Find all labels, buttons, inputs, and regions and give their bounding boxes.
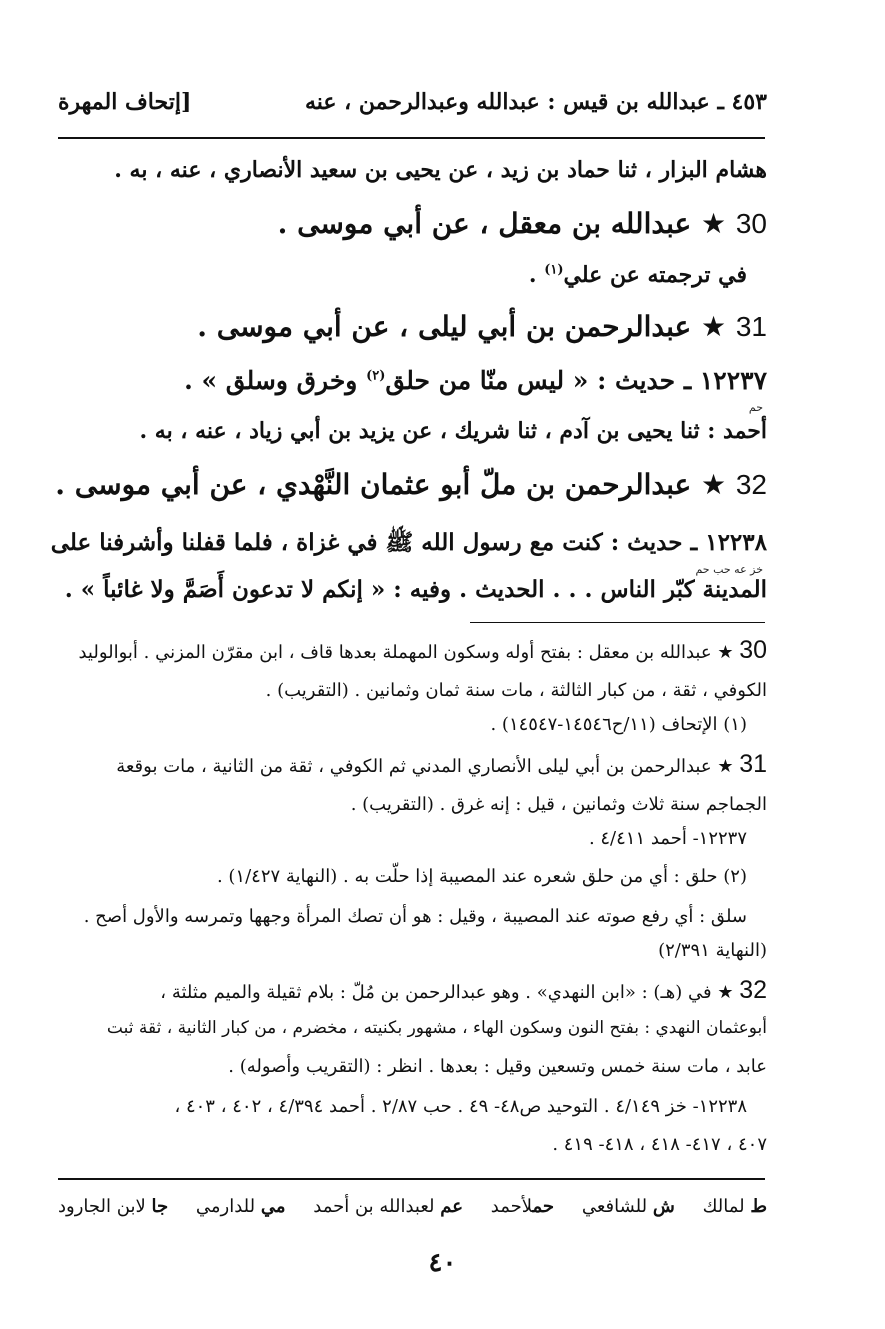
legend-key: عم [440, 1196, 463, 1217]
legend-value: لمالك [702, 1196, 745, 1217]
note-number: 31 [739, 750, 767, 778]
note-line-7: (٢) حلق : أي من حلق شعره عند المصيبة إذا حلّت به . (النهاية ١/٤٢٧) . [216, 866, 747, 887]
legend-key: جا [151, 1196, 169, 1217]
footnote-rule [470, 622, 765, 623]
note-30 [55, 636, 767, 665]
star-icon: ★ [717, 642, 734, 663]
note-line-14: ٤٠٧ ، ٤١٧- ٤١٨ ، ٤١٨- ٤١٩ . [552, 1134, 767, 1155]
entry-title: عبدالله بن معقل ، عن أبي موسى . [277, 207, 692, 240]
note-32 [55, 976, 767, 1005]
entry-number: 31 [735, 311, 767, 342]
legend-value: لابن الجارود [58, 1196, 146, 1217]
star-icon: ★ [700, 468, 727, 501]
running-header [58, 82, 767, 122]
note-text: عبدالرحمن بن أبي ليلى الأنصاري المدني ثم الكوفي ، ثقة من الثانية ، مات بوقعة [116, 756, 712, 777]
legend-item [582, 1196, 675, 1217]
legend-value: لأحمد [490, 1196, 533, 1217]
note-text: عبدالله بن معقل : بفتح أوله وسكون المهملة بعدها قاف ، ابن مقرّن المزني . أبوالوليد [78, 642, 712, 663]
note-number: 30 [739, 636, 767, 664]
header-rule [58, 137, 765, 139]
legend-key: ش [652, 1196, 675, 1217]
text-line-3 [55, 262, 747, 288]
entry-32 [55, 468, 767, 501]
entry-30 [55, 207, 767, 240]
text-span: وخرق وسلق » . [184, 366, 367, 395]
entry-number: 32 [735, 469, 767, 500]
legend-item [58, 1196, 168, 1217]
note-line-11: أبوعثمان النهدي : بفتح النون وسكون الهاء ، مشهور بكنيته ، مخضرم ، من كبار الثانية ، ثقة ثبت [106, 1018, 767, 1038]
note-line-8: سلق : أي رفع صوته عند المصيبة ، وقيل : هو أن تصك المرأة وجهها وتمرسه والأول أصح . [83, 906, 747, 927]
legend-item [703, 1196, 767, 1217]
legend-value: لعبدالله بن أحمد [313, 1196, 435, 1217]
note-31 [55, 750, 767, 779]
header-title: ٤٥٣ ـ عبدالله بن قيس : عبدالله وعبدالرحمن ، عنه [304, 89, 767, 115]
note-line-6: ١٢٢٣٧- أحمد ٤/٤١١ . [588, 828, 747, 849]
note-number: 32 [739, 976, 767, 1004]
legend-item [313, 1196, 463, 1217]
legend-key: ط [750, 1196, 767, 1217]
text-line-1: هشام البزار ، ثنا حماد بن زيد ، عن يحيى بن سعيد الأنصاري ، عنه ، به . [114, 157, 767, 183]
text-span: في ترجمته عن علي [563, 262, 747, 288]
note-line-2: الكوفي ، ثقة ، من كبار الثالثة ، مات سنة ثمان وثمانين . (التقريب) . [265, 680, 767, 701]
entry-title: عبدالرحمن بن أبي ليلى ، عن أبي موسى . [197, 310, 692, 343]
sigla-legend [58, 1196, 767, 1217]
note-line-13: ١٢٢٣٨- خز ٤/١٤٩ . التوحيد ص٤٨- ٤٩ . حب ٢/٨٧ . أحمد ٤/٣٩٤ ، ٤٠٢ ، ٤٠٣ ، [174, 1096, 747, 1117]
entry-31 [55, 310, 767, 343]
note-line-3: (١) الإتحاف (١١/ح١٤٥٤٦-١٤٥٤٧) . [490, 714, 747, 735]
text-line-9: المدينة كبّر الناس . . . الحديث . وفيه : « إنكم لا تدعون أَصَمَّ ولا غائباً » . [64, 576, 767, 603]
hadith-12238: ١٢٢٣٨ ـ حديث : كنت مع رسول الله ﷺ في غزاة ، فلما قفلنا وأشرفنا على [50, 529, 767, 556]
note-line-5: الجماجم سنة ثلاث وثمانين ، قيل : إنه غرق . (التقريب) . [350, 794, 767, 815]
legend-item [196, 1196, 286, 1217]
star-icon: ★ [700, 310, 727, 343]
footnote-ref: (١) [544, 262, 564, 278]
source-sigla: خز عه حب حم [695, 563, 763, 576]
star-icon: ★ [717, 756, 734, 777]
legend-key: مي [260, 1196, 286, 1217]
text-span: . [528, 262, 545, 288]
note-text: في (هـ) : «ابن النهدي» . وهو عبدالرحمن بن مُلّ : بلام ثقيلة والميم مثلثة ، [160, 982, 712, 1003]
entry-title: عبدالرحمن بن ملّ أبو عثمان النَّهْدي ، عن أبي موسى . [55, 468, 692, 501]
legend-value: للشافعي [581, 1196, 648, 1217]
header-book-name: [إتحاف المهرة [58, 89, 192, 115]
note-line-12: عابد ، مات سنة خمس وتسعين وقيل : بعدها . انظر : (التقريب وأصوله) . [228, 1056, 767, 1077]
legend-rule [58, 1178, 765, 1180]
legend-key: حم [532, 1196, 555, 1217]
hadith-12237 [55, 366, 767, 395]
text-span: ١٢٢٣٧ ـ حديث : « ليس منّا من حلق [385, 366, 767, 395]
entry-number: 30 [735, 208, 767, 239]
star-icon: ★ [700, 207, 727, 240]
legend-value: للدارمي [195, 1196, 256, 1217]
legend-item [491, 1196, 554, 1217]
note-line-9: (النهاية ٢/٣٩١) [658, 940, 767, 961]
source-siglum: حم [748, 401, 763, 414]
footnote-ref: (٢) [366, 368, 386, 384]
star-icon: ★ [717, 982, 734, 1003]
page-number: ٤٠ [428, 1248, 457, 1278]
text-line-6: أحمد : ثنا يحيى بن آدم ، ثنا شريك ، عن يزيد بن أبي زياد ، عنه ، به . [139, 418, 767, 444]
